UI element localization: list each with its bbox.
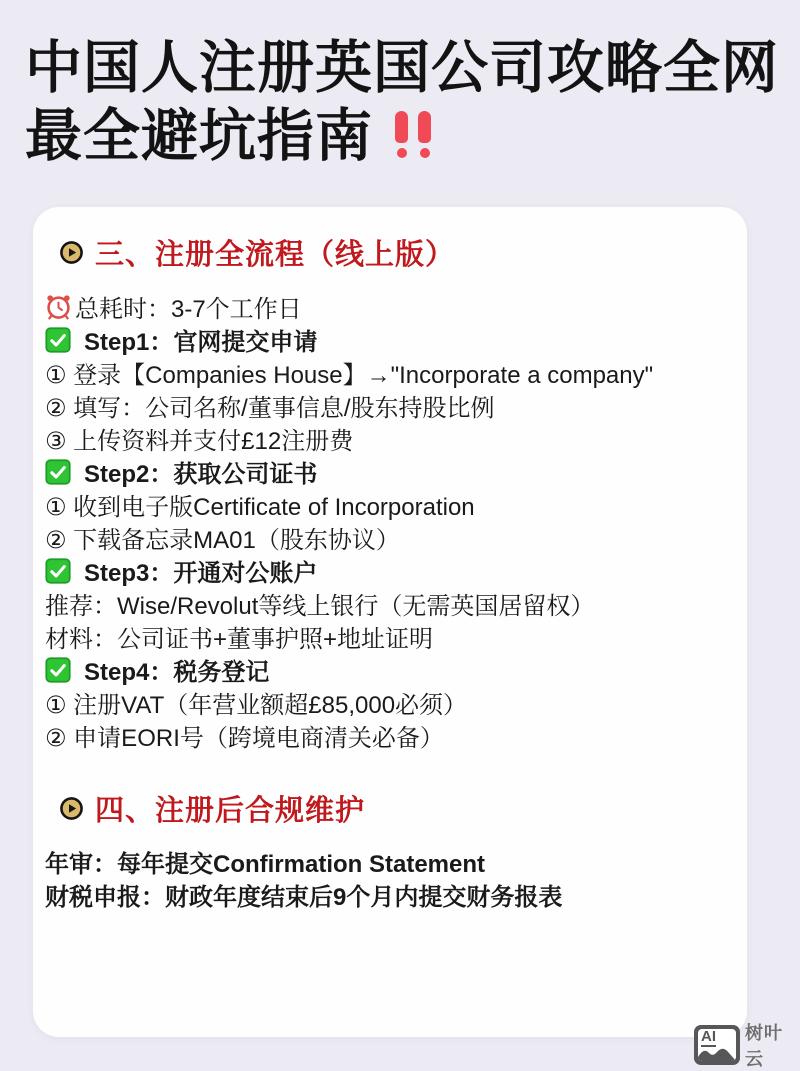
list-item-annual-review [45, 845, 729, 878]
line-text: ③ 上传资料并支付£12注册费 [45, 428, 354, 455]
logo-icon [694, 1025, 740, 1065]
check-icon [45, 327, 71, 353]
section-4-lines [45, 845, 729, 911]
step-title: 获取公司证书 [173, 461, 318, 488]
line-text: ① 注册VAT（年营业额超£85,000必须） [45, 692, 468, 719]
check-icon [45, 459, 71, 485]
step-item-3 [45, 554, 729, 587]
alarm-clock-icon [45, 293, 72, 320]
section-3-lines [45, 290, 729, 752]
page-title-line2: 最全避坑指南 [25, 104, 373, 168]
line-text: 年审：每年提交Confirmation Statement [45, 851, 486, 878]
page-title-line1: 中国人注册英国公司攻略全网 [25, 36, 779, 100]
step-item-4 [45, 653, 729, 686]
section-heading-registration-process [60, 236, 729, 271]
list-item [45, 686, 729, 719]
step-label: Step1： [84, 329, 174, 356]
line-text: 推荐：Wise/Revolut等线上银行（无需英国居留权） [45, 593, 595, 620]
line-text: 总耗时：3-7个工作日 [75, 296, 302, 323]
list-item-total-time [45, 290, 729, 323]
list-item [45, 719, 729, 752]
step-item-2 [45, 455, 729, 488]
step-label: Step4： [84, 659, 174, 686]
step-label: Step2： [84, 461, 174, 488]
step-label: Step3： [84, 560, 174, 587]
list-item [45, 356, 729, 389]
step-item-1 [45, 323, 729, 356]
mountain-icon [698, 1043, 736, 1061]
line-text: ② 填写：公司名称/董事信息/股东持股比例 [45, 395, 495, 422]
section-heading-text: 三、注册全流程（线上版） [95, 238, 456, 271]
brand-name: 树叶云 [745, 1023, 783, 1069]
double-exclamation-icon [395, 111, 431, 162]
section-heading-post-registration [60, 792, 729, 827]
watermark [694, 1019, 800, 1071]
line-text: ① 收到电子版Certificate of Incorporation [45, 494, 475, 521]
section-heading-text: 四、注册后合规维护 [95, 794, 366, 827]
list-item [45, 587, 729, 620]
play-icon [60, 797, 83, 820]
list-item [45, 488, 729, 521]
check-icon [45, 558, 71, 584]
check-icon [45, 657, 71, 683]
list-item [45, 620, 729, 653]
page-title [25, 34, 785, 170]
line-text: 财税申报：财政年度结束后9个月内提交财务报表 [45, 884, 563, 911]
list-item [45, 389, 729, 422]
line-text: ② 下载备忘录MA01（股东协议） [45, 527, 400, 554]
step-title: 开通对公账户 [173, 560, 318, 587]
list-item [45, 521, 729, 554]
list-item-tax-filing [45, 878, 729, 911]
play-icon [60, 241, 83, 264]
step-title: 税务登记 [173, 659, 270, 686]
list-item [45, 422, 729, 455]
line-text: 材料：公司证书+董事护照+地址证明 [45, 626, 434, 653]
step-title: 官网提交申请 [173, 329, 318, 356]
line-text: ② 申请EORI号（跨境电商清关必备） [45, 725, 444, 752]
logo-ai-label: AI [701, 1029, 716, 1045]
content-card [33, 207, 747, 1037]
line-text: ① 登录【Companies House】→"Incorporate a company" [45, 362, 654, 389]
